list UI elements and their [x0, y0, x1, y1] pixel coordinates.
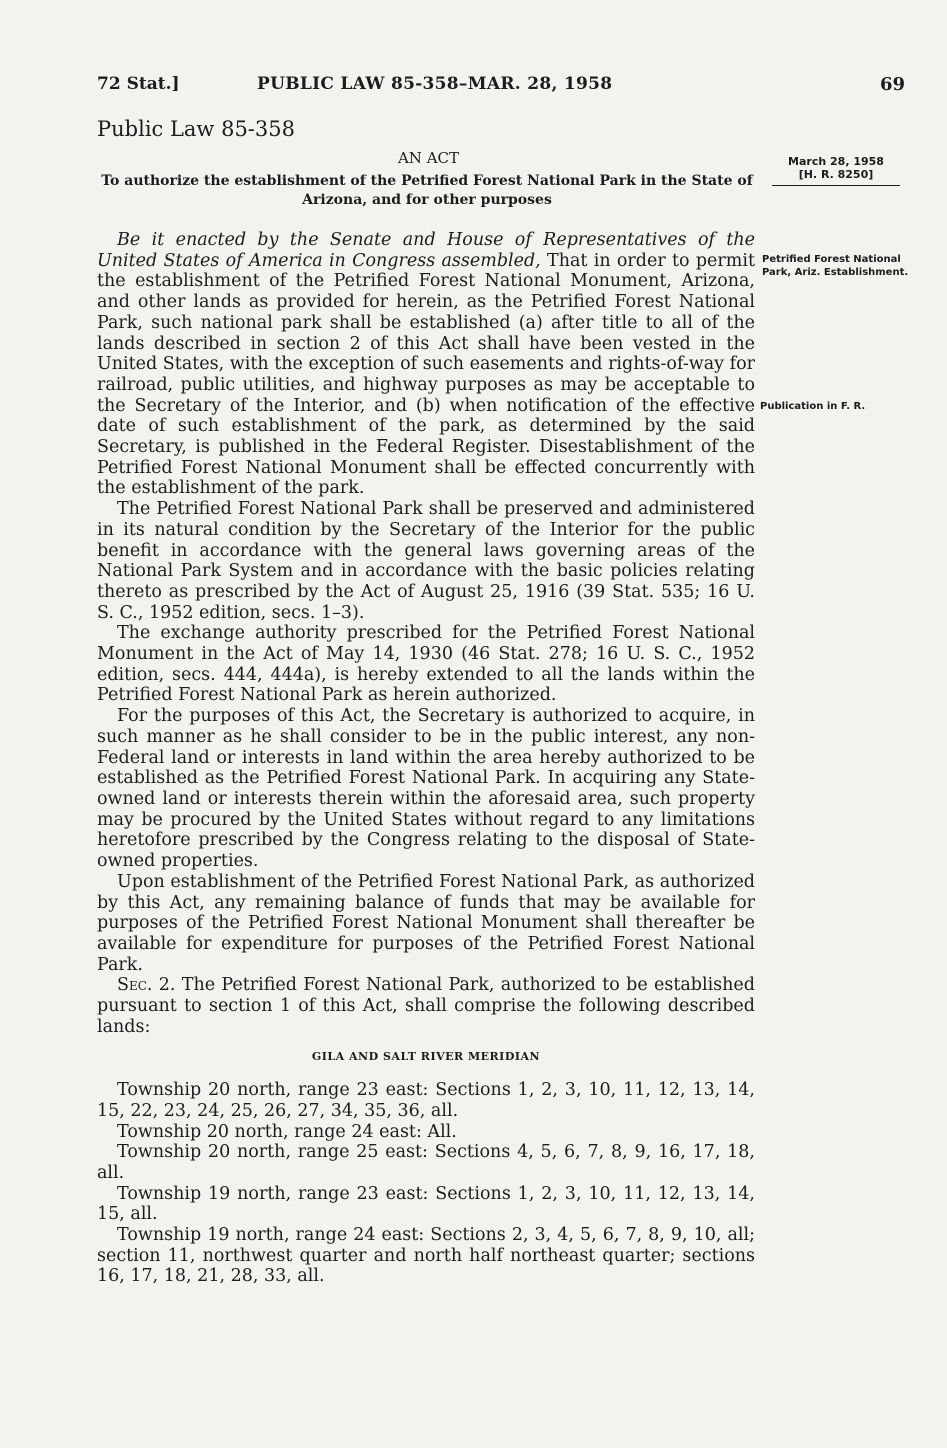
enacting-clause: Be it enacted by the Senate and House of Representatives of the United States of America in Congress assembled, [97, 230, 755, 271]
margin-note-publication: Publication in F. R. [760, 401, 866, 412]
township-item: Township 20 north, range 24 east: All. [117, 1121, 457, 1142]
section-1-paragraph-3: The exchange authority prescribed for the Petrified Forest National Monument in the Act of May 14, 1930 (46 Stat. 278; 16 U. S. C., 1952 edition, secs. 444, 444a), is hereby extended to all the lands within the Petrified Forest National Park as herein authorized. [97, 623, 755, 706]
margin-rule [772, 185, 900, 186]
running-head [97, 74, 905, 98]
act-subtitle: To authorize the establishment of the Petrified Forest National Park in the State of Arizona, and for other purposes [101, 173, 753, 208]
act-body [97, 230, 755, 1287]
township-item: Township 20 north, range 25 east: Sections 4, 5, 6, 7, 8, 9, 16, 17, 18, all. [97, 1142, 755, 1183]
section-1-text: That in order to permit the establishment of the Petrified Forest National Monument, Arizona, and other lands as provided for herein, as the Petrified Forest National Park, such national park shall be established (a) after title to all of the lands described in section 2 of this Act shall have been vested in the United States, with the exception of such easements and rights-of-way for railroad, public utilities, and highway purposes as may be acceptable to the Secretary of the Interior, and (b) when notification of the effective date of such establishment of the park, as determined by the said Secretary, is published in the Federal Register. Disestablishment of the Petrified Forest National Monument shall be effected concurrently with the establishment of the park. [97, 250, 755, 499]
law-title: Public Law 85-358 [97, 117, 295, 141]
section-2-paragraph [97, 975, 755, 1037]
bill-number: [H. R. 8250] [798, 168, 874, 181]
section-1-paragraph-1 [97, 230, 755, 499]
act-heading: AN ACT [397, 149, 460, 167]
township-item: Township 20 north, range 23 east: Sections 1, 2, 3, 10, 11, 12, 13, 14, 15, 22, 23, 24, 25, 26, 27, 34, 35, 36, all. [97, 1080, 755, 1121]
township-item: Township 19 north, range 23 east: Sections 1, 2, 3, 10, 11, 12, 13, 14, 15, all. [97, 1183, 755, 1225]
section-1-paragraph-4: For the purposes of this Act, the Secretary is authorized to acquire, in such manner as he shall consider to be in the public interest, any non-Federal land or interests in land within the area hereby authorized to be established as the Petrified Forest National Park. In acquiring any State-owned land or interests therein within the aforesaid area, such property may be procured by the United States without regard to any limitations heretofore prescribed by the Congress relating to the disposal of State-owned properties. [97, 706, 755, 872]
township-item: Township 19 north, range 24 east: Sections 2, 3, 4, 5, 6, 7, 8, 9, 10, all; section 11, northwest quarter and north half northeast quarter; sections 16, 17, 18, 21, 28, 33, all. [97, 1225, 755, 1287]
meridian-heading: GILA AND SALT RIVER MERIDIAN [311, 1050, 541, 1064]
section-1-paragraph-5: Upon establishment of the Petrified Forest National Park, as authorized by this Act, any remaining balance of funds that may be available for purposes of the Petrified Forest National Monument shall thereafter be available for expenditure for purposes of the Petrified Forest National Park. [97, 871, 755, 975]
statute-volume: 72 Stat.] [97, 74, 180, 94]
margin-note-establishment: Petrified Forest National Park, Ariz. Establishment. [762, 254, 909, 278]
margin-date-note [772, 155, 900, 186]
section-2-label: Sec. 2. [117, 975, 176, 996]
enactment-date: March 28, 1958 [788, 155, 884, 168]
page-number: 69 [879, 74, 905, 95]
section-1-paragraph-2: The Petrified Forest National Park shall be preserved and administered in its natural condition by the Secretary of the Interior for the public benefit in accordance with the general laws governing areas of the National Park System and in accordance with the basic policies relating thereto as prescribed by the Act of August 25, 1916 (39 Stat. 535; 16 U. S. C., 1952 edition, secs. 1–3). [97, 499, 755, 623]
running-title: PUBLIC LAW 85-358–MAR. 28, 1958 [257, 74, 613, 94]
section-2-text: The Petrified Forest National Park, authorized to be established pursuant to section 1 of this Act, shall comprise the following described lands: [97, 975, 755, 1037]
